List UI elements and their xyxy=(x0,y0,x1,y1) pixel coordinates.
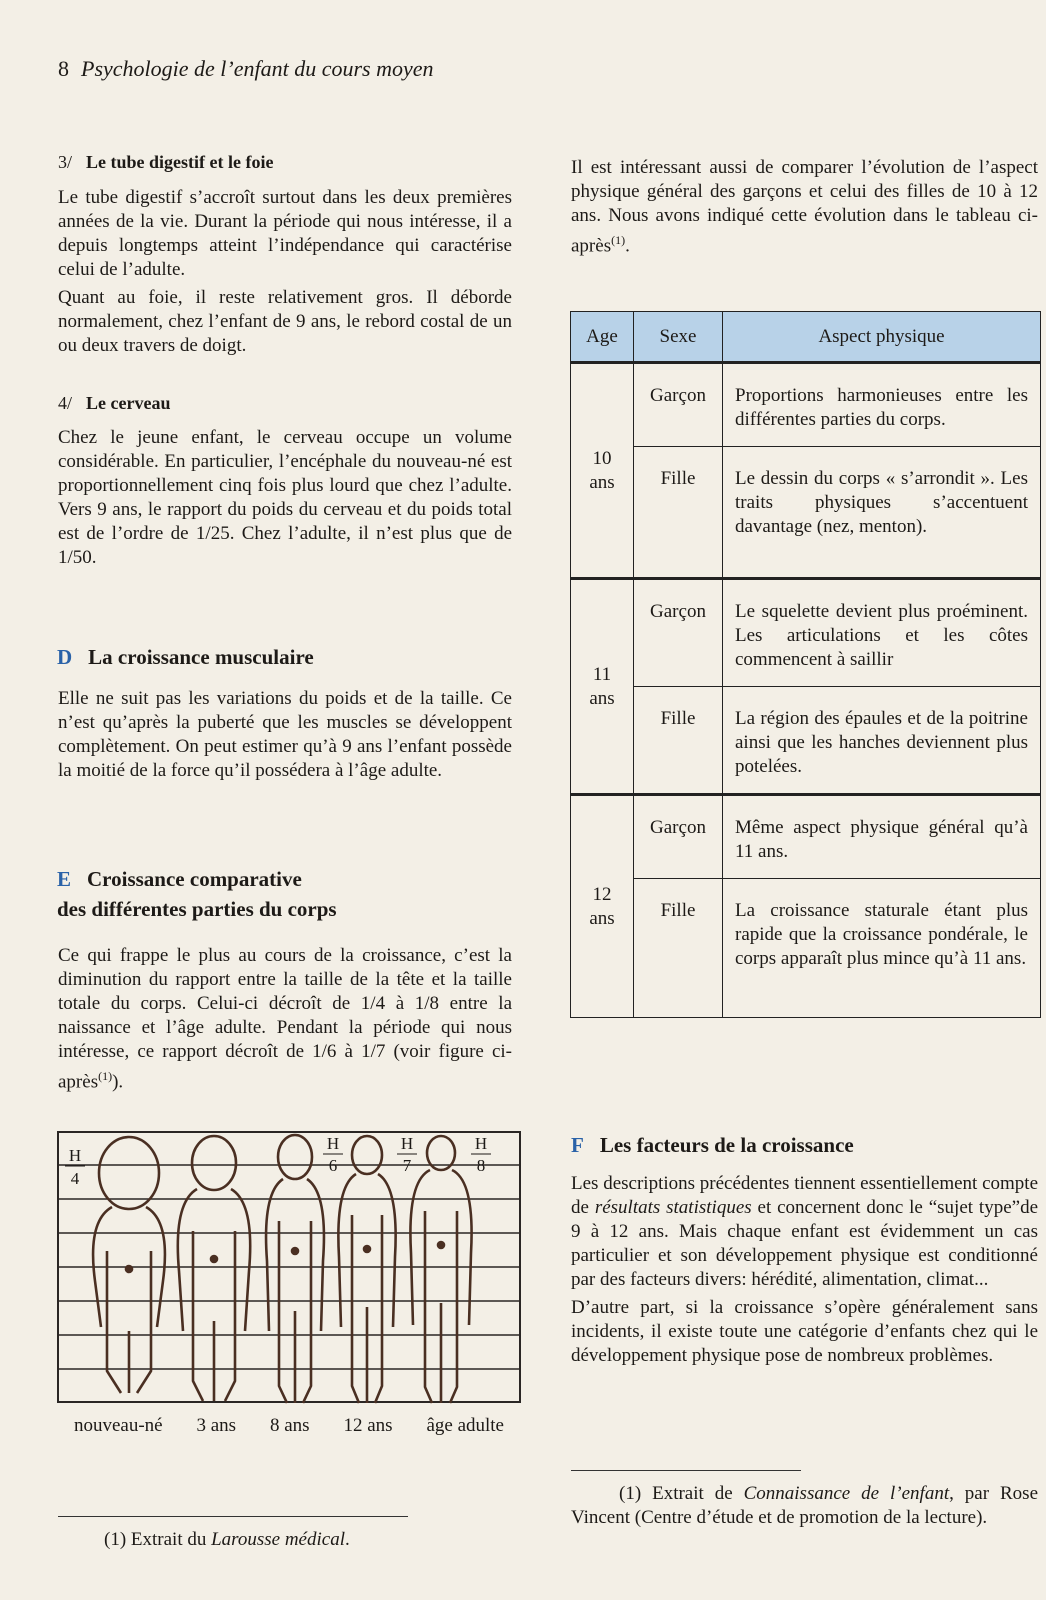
page-number: 8 xyxy=(58,56,69,81)
caption-12-years: 12 ans xyxy=(343,1415,393,1436)
aspect-cell: La croissance staturale étant plus rapide que la croissance pondérale, le corps apparaît plus mince qu’à 11 ans. xyxy=(723,879,1041,1018)
subsection-3-heading xyxy=(58,152,273,173)
body-proportion-figure xyxy=(57,1131,521,1411)
ratio-label-quarter xyxy=(65,1146,85,1188)
table-row xyxy=(571,687,1041,795)
caption-newborn: nouveau-né xyxy=(73,1415,163,1436)
adult-figure xyxy=(410,1136,471,1403)
age-cell: 12 ans xyxy=(571,795,634,1018)
eight-year-figure xyxy=(266,1135,324,1403)
subsection-3-body xyxy=(58,186,512,358)
section-e-body xyxy=(58,944,512,1094)
sexe-cell: Fille xyxy=(634,447,723,579)
book-title: Psychologie de l’enfant du cours moyen xyxy=(81,56,434,81)
right-intro xyxy=(571,156,1038,258)
aspect-cell: Le dessin du corps « s’arrondit ». Les traits physiques s’accentuent davantage (nez, menton). xyxy=(723,447,1041,579)
ratio-label-sixth xyxy=(323,1134,343,1175)
section-d-body xyxy=(58,687,512,783)
age-group-10 xyxy=(571,363,1041,579)
ratio-denominator: 4 xyxy=(70,1169,80,1188)
running-header xyxy=(58,56,434,82)
header-sexe: Sexe xyxy=(634,312,723,363)
age-group-12 xyxy=(571,795,1041,1018)
header-aspect: Aspect physique xyxy=(723,312,1041,363)
caption-8-years: 8 ans xyxy=(269,1415,310,1436)
table-row xyxy=(571,447,1041,579)
header-age: Age xyxy=(571,312,634,363)
paragraph: Chez le jeune enfant, le cerveau occupe un volume considérable. En particulier, l’encéphale du nouveau-né est proportionnellement cinq fois plus lourd que chez l’adulte. Vers 9 ans, le rapport du poids du cerveau et du poids total est de l’ordre de 1/25. Chez l’adulte, il n’est plus que de 1/50. xyxy=(58,427,512,568)
subsection-number: 4/ xyxy=(58,393,73,413)
sexe-cell: Garçon xyxy=(634,795,723,879)
section-letter: F xyxy=(571,1133,584,1157)
ratio-denominator: 8 xyxy=(476,1156,486,1175)
age-group-11 xyxy=(571,579,1041,795)
aspect-cell: Même aspect physique général qu’à 11 ans. xyxy=(723,795,1041,879)
section-title: Croissance comparative xyxy=(87,867,302,891)
paragraph: D’autre part, si la croissance s’opère généralement sans incidents, il existe toute une catégorie d’enfants chez qui le développement physique pose de nombreux problèmes. xyxy=(571,1297,1038,1366)
ratio-numerator: H xyxy=(474,1134,488,1153)
ratio-numerator: H xyxy=(326,1134,340,1153)
paragraph: Le tube digestif s’accroît surtout dans les deux premières années de la vie. Durant la période qui nous intéresse, il a depuis longtemps atteint l’indépendance qui caractérise celui de l’adulte. xyxy=(58,187,512,280)
ratio-denominator: 7 xyxy=(402,1156,412,1175)
paragraph: Quant au foie, il reste relativement gros. Il déborde normalement, chez l’enfant de 9 ans, le rebord costal de un ou deux travers de doigt. xyxy=(58,287,512,356)
left-footnote: (1) Extrait du Larousse médical. xyxy=(104,1529,350,1550)
ratio-label-seventh xyxy=(397,1134,417,1175)
three-year-figure xyxy=(178,1136,250,1401)
ratio-numerator: H xyxy=(68,1146,82,1165)
section-d-heading xyxy=(57,642,314,672)
paragraph: Elle ne suit pas les variations du poids et de la taille. Ce n’est qu’après la puberté que les muscles se développent complètement. On peut estimer qu’à 9 ans l’enfant possède la moitié de la force qu’il possédera à l’âge adulte. xyxy=(58,688,512,781)
physical-aspect-table xyxy=(570,311,1041,1018)
sexe-cell: Fille xyxy=(634,879,723,1018)
subsection-number: 3/ xyxy=(58,152,73,172)
paragraph: Ce qui frappe le plus au cours de la croissance, c’est la diminution du rapport entre la taille de la tête et la taille totale du corps. Celui-ci décroît de 1/4 à 1/8 entre la naissance et l’âge adulte. Pendant la période qui nous intéresse, ce rapport décroît de 1/6 à 1/7 (voir figure ci-après$^{(1)}$). xyxy=(58,945,512,1093)
age-cell: 11 ans xyxy=(571,579,634,795)
table-header-row xyxy=(571,312,1041,363)
sexe-cell: Garçon xyxy=(634,579,723,687)
section-e-heading xyxy=(57,864,337,924)
caption-3-years: 3 ans xyxy=(196,1415,237,1436)
sexe-cell: Fille xyxy=(634,687,723,795)
footnote-ref: (1) xyxy=(611,233,626,247)
section-f-body xyxy=(571,1172,1038,1368)
section-letter: E xyxy=(57,867,72,891)
newborn-figure xyxy=(93,1137,165,1393)
ratio-numerator: H xyxy=(400,1134,414,1153)
footnote-ref: (1) xyxy=(98,1069,113,1083)
section-title: La croissance musculaire xyxy=(88,645,314,669)
footnote-rule xyxy=(571,1470,801,1471)
aspect-cell: La région des épaules et de la poitrine ainsi que les hanches deviennent plus potelées. xyxy=(723,687,1041,795)
table-row xyxy=(571,795,1041,879)
aspect-cell: Proportions harmonieuses entre les différentes parties du corps. xyxy=(723,363,1041,447)
figure-captions xyxy=(57,1415,521,1437)
section-title: Les facteurs de la croissance xyxy=(599,1133,854,1157)
figure-silhouettes xyxy=(93,1135,472,1403)
footnote-rule xyxy=(58,1516,408,1517)
twelve-year-figure xyxy=(338,1136,395,1403)
table-row xyxy=(571,363,1041,447)
section-f-heading xyxy=(571,1130,854,1160)
ratio-denominator: 6 xyxy=(328,1156,338,1175)
paragraph: Il est intéressant aussi de comparer l’évolution de l’aspect physique général des garçons et celui des filles de 10 à 12 ans. Nous avons indiqué cette évolution dans le tableau ci-après$^{(1)}$. xyxy=(571,157,1038,257)
right-footnote: (1) Extrait de Connaissance de l’enfant, par Rose Vincent (Centre d’étude et de promotion de la lecture). xyxy=(571,1483,1039,1528)
section-letter: D xyxy=(57,645,73,669)
ratio-label-eighth xyxy=(471,1134,491,1175)
aspect-cell: Le squelette devient plus proéminent. Les articulations et les côtes commencent à saillir xyxy=(723,579,1041,687)
caption-adult: âge adulte xyxy=(426,1415,504,1436)
subsection-4-body xyxy=(58,426,512,570)
paragraph: Les descriptions précédentes tiennent essentiellement compte de résultats statistiques et concernent donc le “sujet type”de 9 à 12 ans. Mais chaque enfant est évidemment un cas particulier et son développement physique est conditionné par des facteurs divers: hérédité, alimentation, climat... xyxy=(571,1173,1038,1290)
subsection-title: Le cerveau xyxy=(86,393,171,413)
sexe-cell: Garçon xyxy=(634,363,723,447)
subsection-4-heading xyxy=(58,393,170,414)
section-title-line2: des différentes parties du corps xyxy=(57,897,337,921)
table-row xyxy=(571,879,1041,1018)
age-cell: 10 ans xyxy=(571,363,634,579)
subsection-title: Le tube digestif et le foie xyxy=(86,152,274,172)
table-row xyxy=(571,579,1041,687)
